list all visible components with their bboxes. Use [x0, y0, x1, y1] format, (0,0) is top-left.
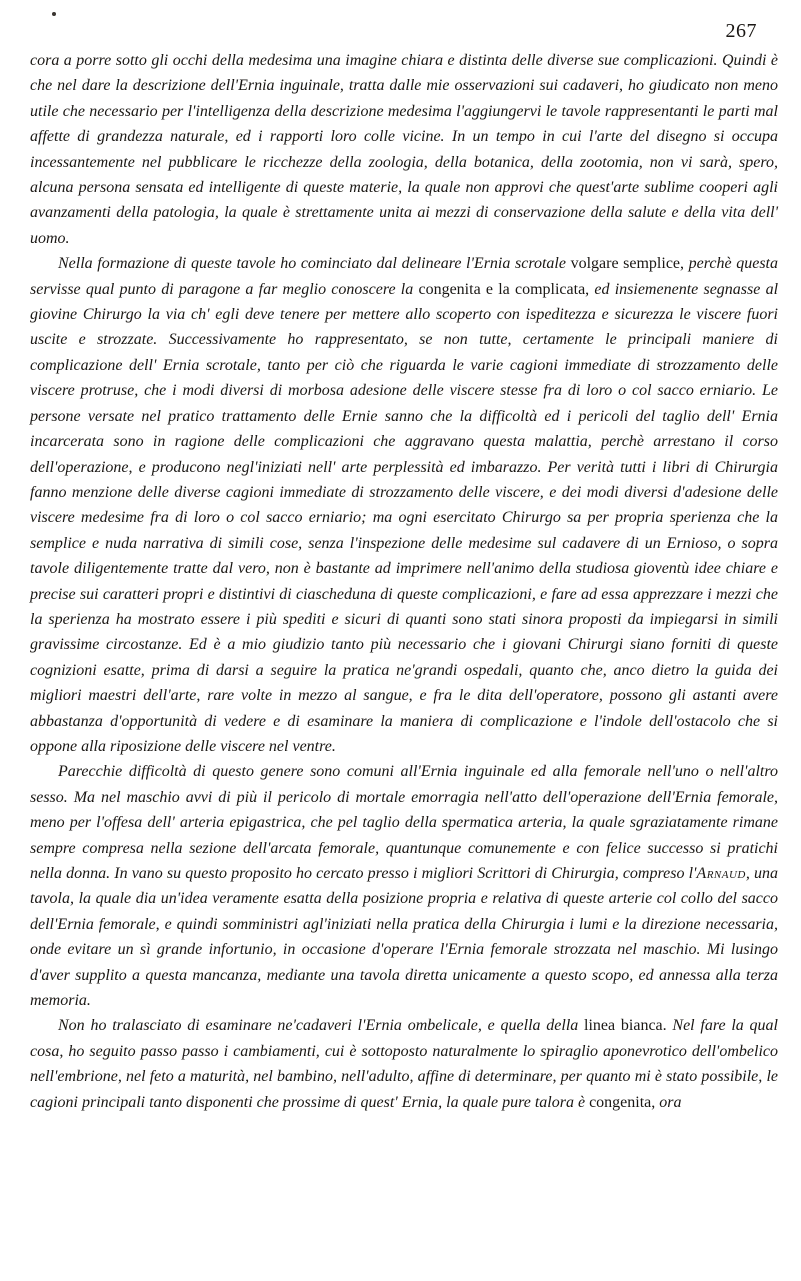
- paragraph: [30, 48, 778, 251]
- text-segment: congenita e la complicata,: [418, 280, 590, 298]
- text-segment: Nel fare la qual cosa, ho seguito passo passo i cambiamenti, cui è sottoposto naturalmente lo spiraglio aponevrotico dell'ombelico nell'embrione, nel feto a maturità, nel bambino, nell'adulto, affine di determinare, per quanto mi è stato possibile, le cagioni principali tanto disponenti che prossime di quest' Ernia, la quale pure talora è: [30, 1017, 778, 1111]
- text-segment: volgare semplice,: [570, 255, 685, 273]
- body-text: [30, 48, 778, 1115]
- paragraph: [30, 251, 778, 759]
- text-segment: Parecchie difficoltà di questo genere sono comuni all'Ernia inguinale ed alla femorale nell'uno o nell'altro sesso. Ma nel maschio avvi di più il pericolo di mortale emorragia nell'atto dell'operazione dell'Ernia femorale, meno per l'offesa dell' arteria epigastrica, che pel taglio della spermatica arteria, la quale sgraziatamente rimane sempre compresa nella sezione dell'arcata femorale, quantunque comunemente e con felice successo si pratichi nella donna. In vano su questo proposito ho cercato presso i migliori Scrittori di Chirurgia, compreso l': [30, 763, 778, 882]
- text-segment: ed insiemenente segnasse al giovine Chirurgo la via ch' egli deve tenere per mettere allo scoperto con ispeditezza e sicurezza le viscere fuori uscite e strozzate. Successivamente ho rappresentato, se non tutte, certamente le principali maniere di complicazione dell' Ernia scrotale, tanto per ciò che riguarda le varie cagioni immediate di strozzamento delle viscere protruse, che i modi diversi di morbosa adesione delle viscere stesse fra di loro o col sacco erniario. Le persone versate nel pratico trattamento delle Ernie sanno che la difficoltà ed i pericoli del taglio dell' Ernia incarcerata sono in ragione delle complicazioni che aggravano questa malattia, perchè arrestano il corso dell'operazione, e producono negl'iniziati nell' arte perplessità ed imbarazzo. Per verità tutti i libri di Chirurgia fanno menzione delle diverse cagioni immediate di strozzamento delle viscere, e dei modi diversi d'adesione delle viscere medesime fra di loro o col sacco erniario; ma ogni esercitato Chirurgo sa per propria sperienza che la semplice e nuda narrativa di simili cose, senza l'inspezione delle medesime sul cadavere di un Ernioso, o sopra tavole diligentemente tratte dal vero, non è bastante ad imprimere nell'animo della studiosa gioventù idee chiare e precise sui caratteri propri e distintivi di ciascheduna di queste complicazioni, e fare ad essa apprezzare i mezzi che la sperienza ha mostrato essere i più spediti e sicuri di quanti sono stati sinora proposti da impiegarsi in simili gravissime circostanze. Ed è a mio giudizio tanto più necessario che i giovani Chirurgi siano forniti di queste cognizioni esatte, prima di darsi a seguire la pratica ne'grandi ospedali, quanto che, anco dietro la guida dei migliori maestri dell'arte, rare volte in mezzo al sangue, e fra le dita dell'operatore, possono gli astanti avere abbastanza d'opportunità di vedere e di esaminare la maniera di complicazione e l'indole dell'ostacolo che si oppone alla riposizione delle viscere nel ventre.: [30, 280, 779, 755]
- text-segment: perchè questa servisse qual punto di paragone a far meglio conoscere la: [30, 255, 778, 298]
- page-number: 267: [725, 20, 757, 42]
- paragraph: [30, 1013, 778, 1115]
- text-segment: Non ho tralasciato di esaminare ne'cadaveri l'Ernia ombelicale, e quella della: [58, 1017, 585, 1035]
- text-segment: Arnaud: [696, 865, 746, 882]
- text-segment: , una tavola, la quale dia un'idea veramente esatta della posizione propria e relativa di queste arterie col collo del sacco dell'Ernia femorale, e quindi somministri agl'iniziati nella pratica della Chirurgia i lumi e la direzione necessaria, onde evitare un sì grande infortunio, in occasione d'operare l'Ernia femorale strozzata nel maschio. Mi lusingo d'aver supplito a questa mancanza, mediante una tavola diretta unicamente a questo scopo, ed annessa alla terza memoria.: [30, 865, 778, 1010]
- paragraph: [30, 759, 778, 1013]
- ink-speck: [52, 12, 56, 16]
- text-segment: ora: [655, 1093, 682, 1111]
- text-segment: cora a porre sotto gli occhi della medesima una imagine chiara e distinta delle diverse sue complicazioni. Quindi è che nel dare la descrizione dell'Ernia inguinale, tratta dalle mie osservazioni sui cadaveri, ho giudicato non meno utile che necessario per l'intelligenza della descrizione medesima l'aggiungervi le tavole rappresentanti le parti mal affette di grandezza naturale, ed i rapporti loro colle vicine. In un tempo in cui l'arte del disegno si occupa incessantemente nel pubblicare le ricchezze della zoologia, della botanica, della zootomia, non vi sarà, spero, alcuna persona sensata ed intelligente di queste materie, la quale non approvi che quest'arte sublime cooperi agli avanzamenti della patologia, la quale è strettamente unita ai mezzi di conservazione della salute e della vita dell' uomo.: [30, 52, 778, 247]
- text-segment: congenita,: [589, 1093, 656, 1111]
- text-segment: linea bianca.: [584, 1017, 667, 1035]
- text-segment: Nella formazione di queste tavole ho cominciato dal delineare l'Ernia scrotale: [58, 255, 571, 273]
